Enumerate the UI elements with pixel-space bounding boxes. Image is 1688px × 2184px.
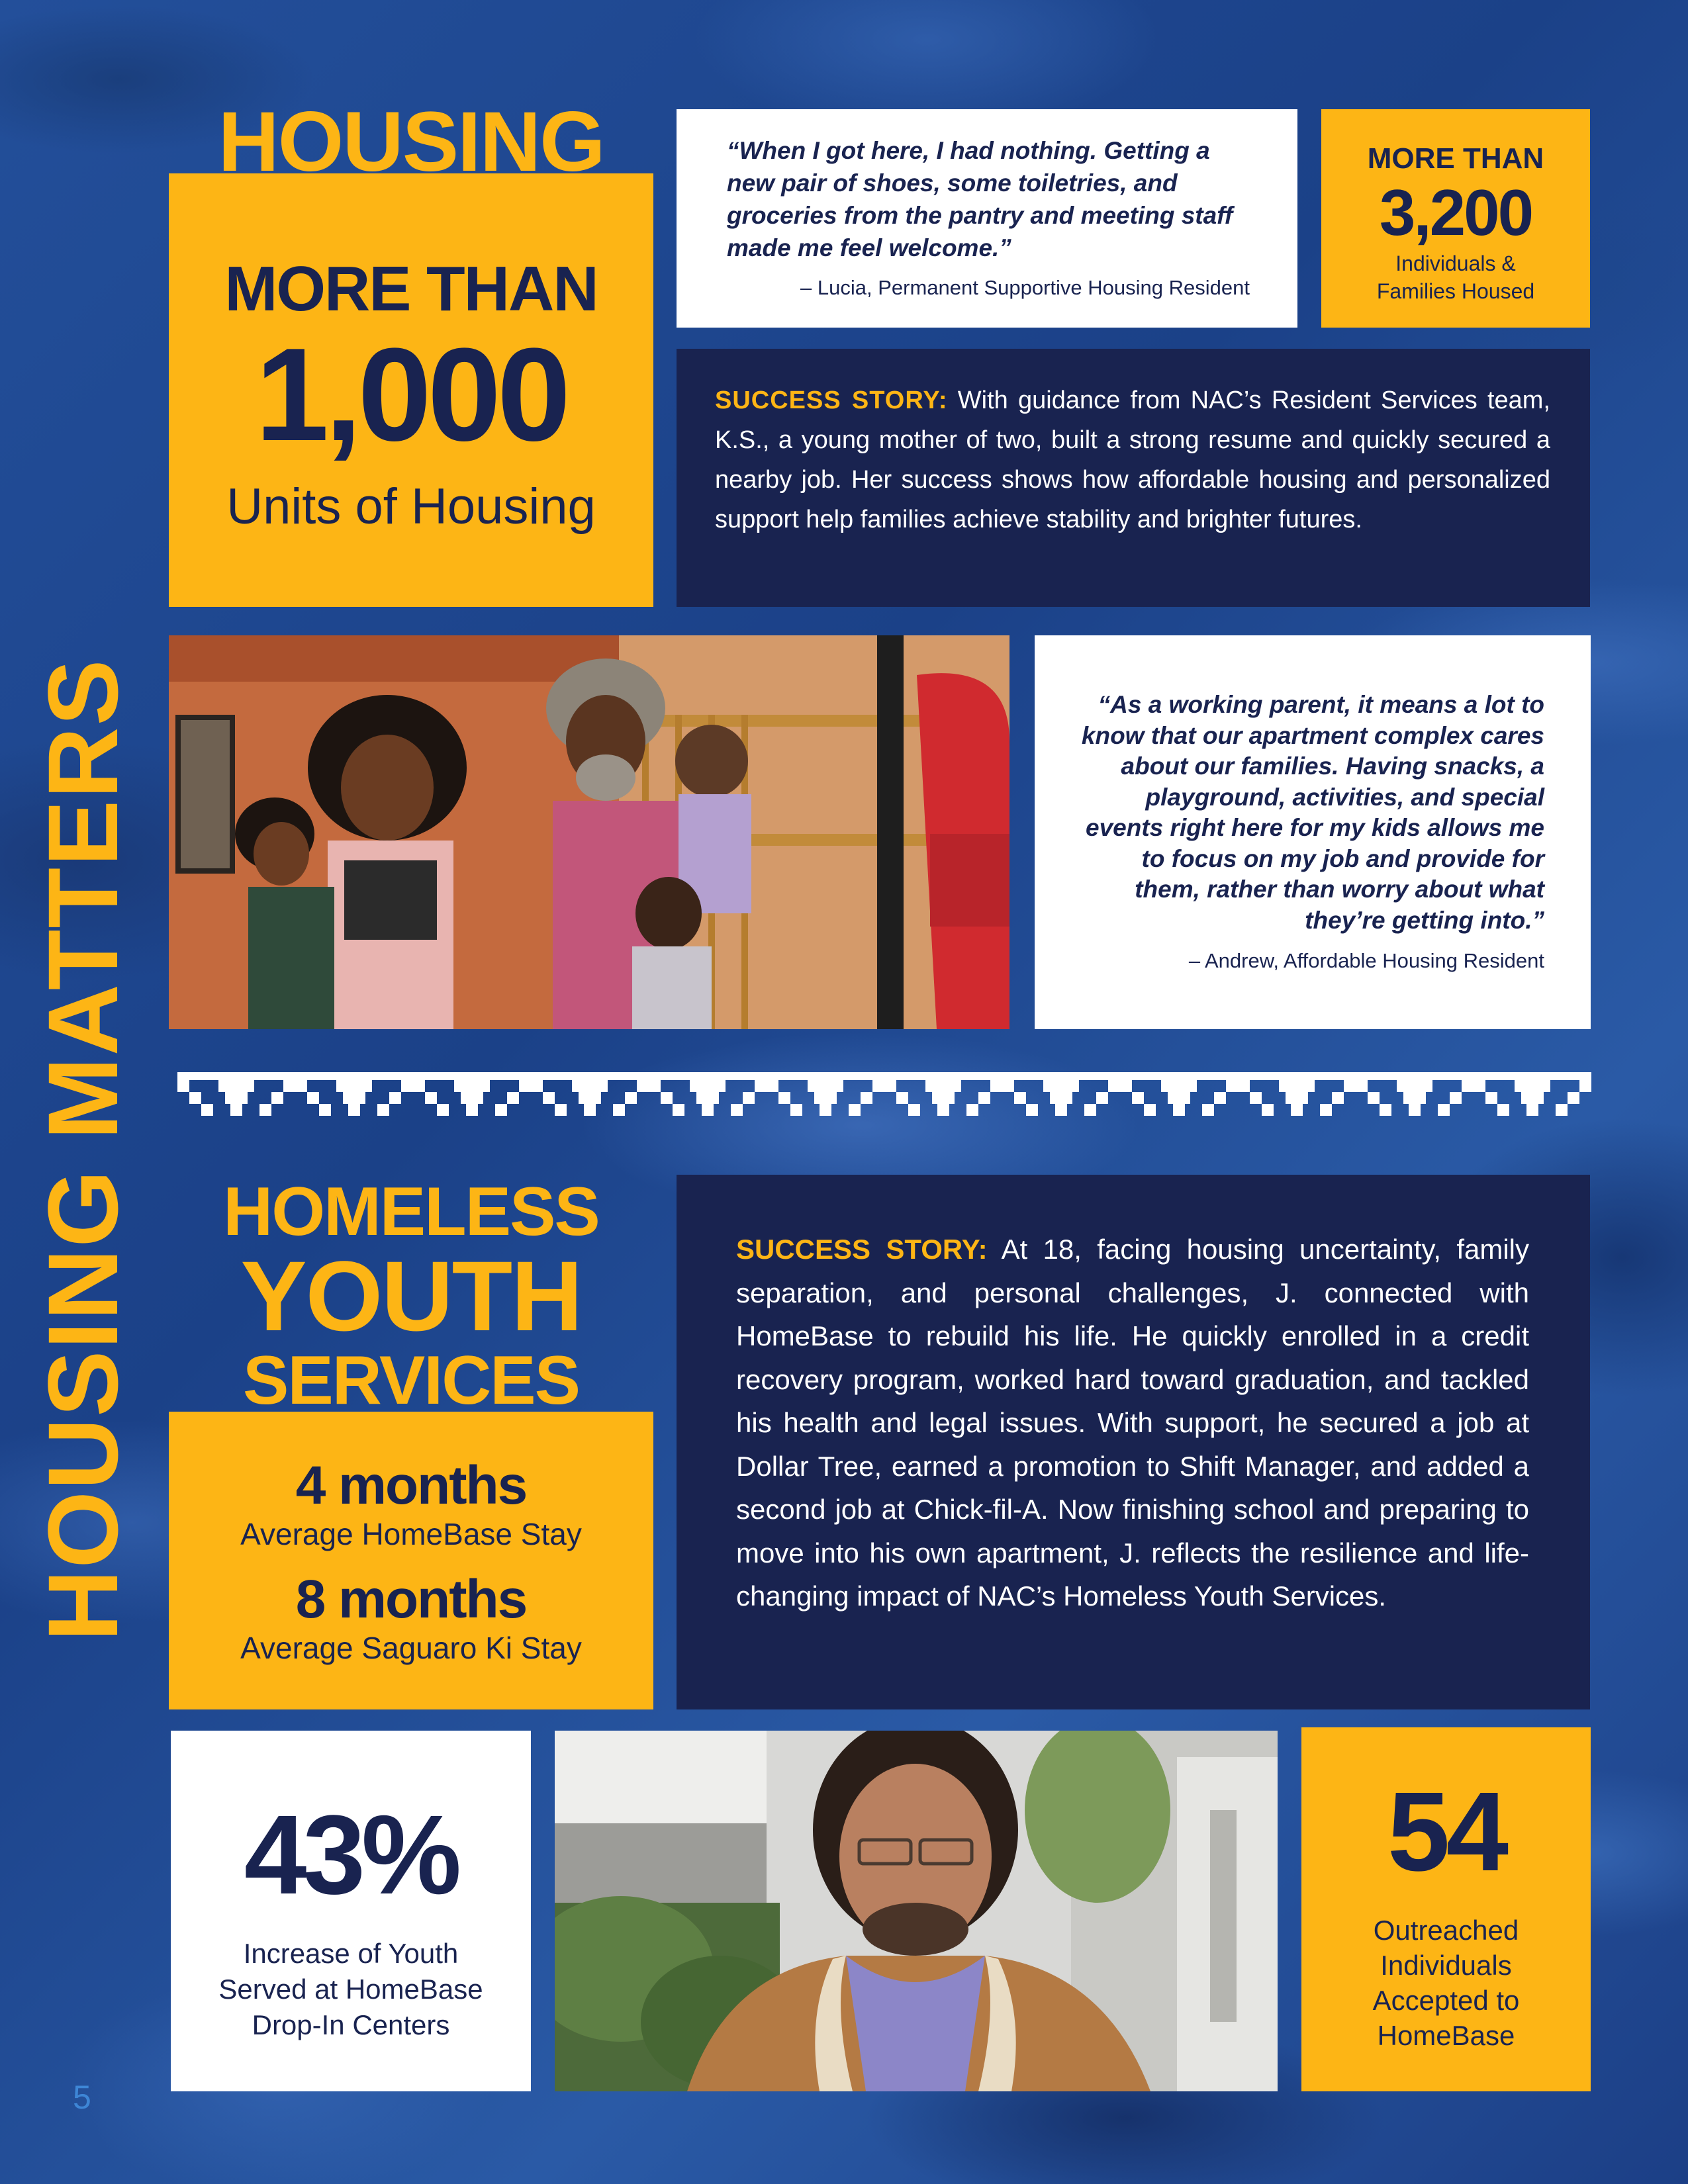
accepted-value: 54 (1387, 1769, 1505, 1895)
youth-portrait-photo (555, 1731, 1278, 2091)
youth-increase-card (171, 1731, 531, 2091)
decorative-pattern-divider (177, 1072, 1591, 1120)
housing-success-story (677, 349, 1590, 607)
youth-increase-label: Increase of Youth Served at HomeBase Drop-In Centers (218, 1938, 483, 2040)
saguaro-stay-value: 8 months (295, 1569, 527, 1629)
accepted-stat-card (1301, 1727, 1591, 2091)
lucia-attribution: – Lucia, Permanent Supportive Housing Resident (800, 276, 1250, 299)
lucia-quote: “When I got here, I had nothing. Getting a new pair of shoes, some toiletries, and groceries from the pantry and meeting staff made me feel welcome.” (727, 137, 1233, 261)
housed-label: Individuals & Families Housed (1376, 251, 1535, 303)
accepted-label: Outreached Individuals Accepted to HomeBase (1372, 1915, 1520, 2051)
andrew-quote: “As a working parent, it means a lot to know that our apartment complex cares about our families. Having snacks, a playground, activities, and special events right here for my kids allows me to focus on my job and provide for them, rather than worry about what they’re getting into.” (1081, 691, 1544, 934)
youth-heading-line1: HOMELESS (223, 1173, 599, 1250)
homebase-stay-label: Average HomeBase Stay (240, 1517, 582, 1551)
youth-story-label: SUCCESS STORY: (736, 1234, 988, 1265)
units-stat-card (169, 173, 653, 607)
page-number: 5 (73, 2079, 91, 2116)
youth-success-story (677, 1175, 1590, 1709)
lucia-quote-card (677, 109, 1297, 328)
story-label: SUCCESS STORY: (715, 387, 948, 414)
andrew-attribution: – Andrew, Affordable Housing Resident (1188, 949, 1544, 972)
story-body: With guidance from NAC’s Resident Services team, K.S., a young mother of two, built a strong resume and quickly secured a nearby job. Her success shows how affordable housing and personalized support help families achieve stability and brighter futures. (715, 387, 1550, 533)
housing-heading: HOUSING (218, 95, 604, 189)
vertical-page-title: HOUSING MATTERS (27, 658, 138, 1641)
units-label: Units of Housing (226, 478, 596, 535)
saguaro-stay-label: Average Saguaro Ki Stay (240, 1631, 582, 1665)
youth-heading-line2: YOUTH (240, 1240, 582, 1351)
youth-increase-value: 43% (244, 1792, 458, 1918)
housed-prefix: MORE THAN (1367, 142, 1544, 175)
housed-stat-card (1321, 109, 1590, 328)
units-value: 1,000 (255, 321, 567, 469)
youth-heading-line3: SERVICES (242, 1342, 580, 1419)
homebase-stay-value: 4 months (295, 1455, 527, 1516)
units-prefix: MORE THAN (224, 253, 598, 324)
housing-story-text (715, 381, 1550, 539)
housed-value: 3,200 (1379, 176, 1532, 249)
andrew-quote-card (1035, 635, 1591, 1029)
youth-story-body: At 18, facing housing uncertainty, family separation, and personal challenges, J. connected with HomeBase to rebuild his life. He quickly enrolled in a credit recovery program, worked hard toward graduation, and tackled his health and legal issues. With support, he secured a job at Dollar Tree, earned a promotion to Shift Manager, and added a second job at Chick-fil-A. Now finishing school and preparing to move into his own apartment, J. reflects the resilience and life-changing impact of NAC’s Homeless Youth Services. (736, 1234, 1530, 1612)
family-photo (169, 635, 1009, 1029)
family-photo-illustration (169, 635, 1009, 1029)
youth-stay-card (169, 1412, 653, 1709)
youth-story-text (736, 1228, 1529, 1618)
youth-portrait-illustration (555, 1731, 1278, 2091)
